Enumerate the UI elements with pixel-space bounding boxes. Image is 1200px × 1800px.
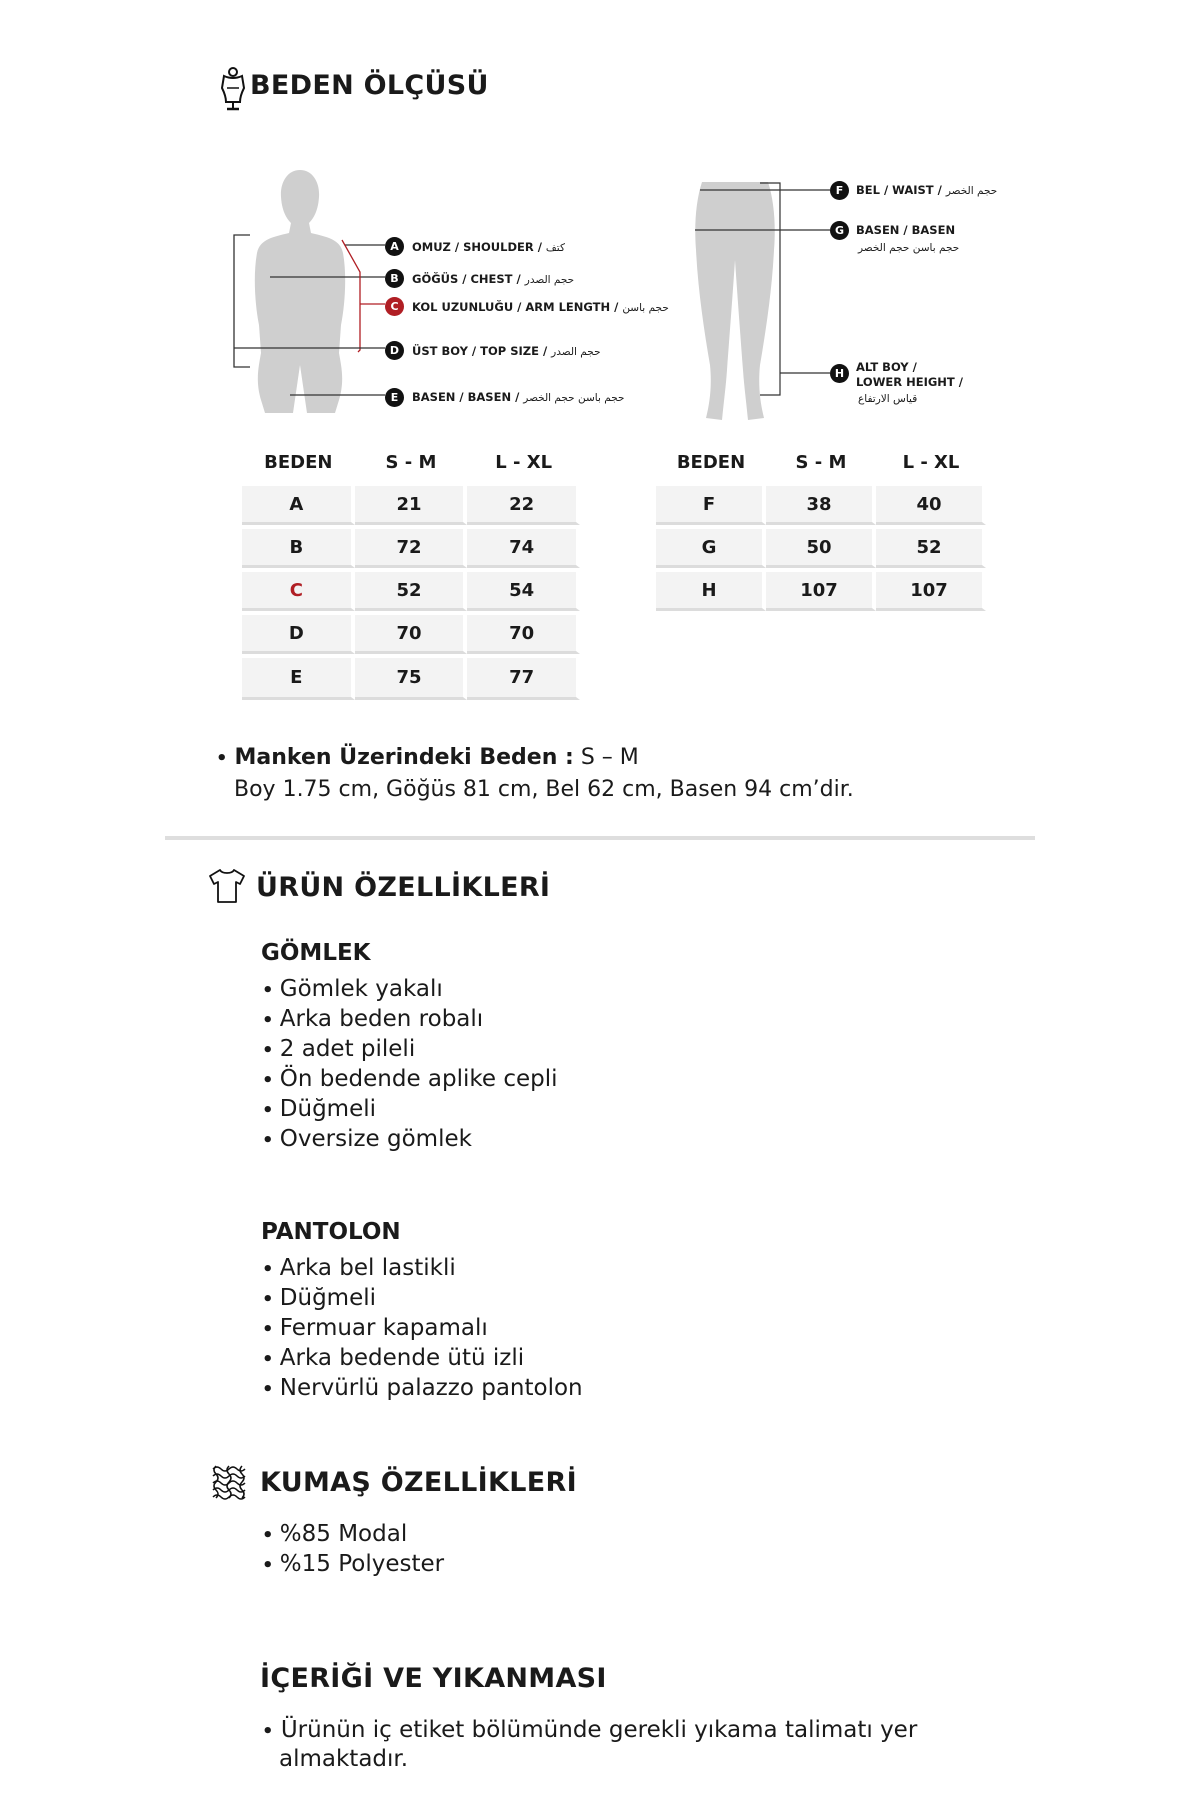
- table-cell: 52: [876, 525, 986, 568]
- table-cell: 52: [355, 568, 468, 611]
- list-item: • Ön bedende aplike cepli: [262, 1065, 558, 1095]
- table-cell: 38: [766, 482, 876, 525]
- model-measurements: Boy 1.75 cm, Göğüs 81 cm, Bel 62 cm, Basen 94 cm’dir.: [234, 777, 854, 802]
- table-cell: 40: [876, 482, 986, 525]
- table-cell: 70: [467, 611, 580, 654]
- care-text-line-2: almaktadır.: [279, 1746, 409, 1772]
- table-cell: 22: [467, 482, 580, 525]
- list-item: • Düğmeli: [262, 1095, 558, 1125]
- shirt-features-list: [262, 975, 558, 1155]
- section-divider: [165, 836, 1035, 840]
- top-size-table: [242, 448, 580, 700]
- table-cell: F: [656, 482, 766, 525]
- label-arm-length: KOL UZUNLUĞU / ARM LENGTH / حجم باسن: [412, 300, 669, 314]
- table-cell: 75: [355, 654, 468, 700]
- table-cell: H: [656, 568, 766, 611]
- model-size-note: • Manken Üzerindeki Beden : S – M: [216, 745, 639, 770]
- bottom-size-table: [656, 448, 986, 611]
- column-header: BEDEN: [264, 451, 333, 473]
- fabric-title: KUMAŞ ÖZELLİKLERİ: [260, 1467, 577, 1498]
- column-header: BEDEN: [676, 451, 746, 473]
- label-hip-top: BASEN / BASEN / حجم باسن حجم الخصر: [412, 390, 625, 404]
- badge-a: A: [385, 237, 404, 256]
- table-cell: C: [242, 568, 355, 611]
- badge-d: D: [385, 341, 404, 360]
- table-cell: 77: [467, 654, 580, 700]
- care-text-line-1: • Ürünün iç etiket bölümünde gerekli yıkama talimatı yer: [262, 1717, 918, 1743]
- upper-measure-lines: [230, 232, 390, 407]
- mannequin-icon: [218, 66, 248, 116]
- table-row: [656, 482, 986, 525]
- table-cell: 21: [355, 482, 468, 525]
- list-item: • Düğmeli: [262, 1284, 583, 1314]
- list-item: • Arka bel lastikli: [262, 1254, 583, 1284]
- table-row: [656, 525, 986, 568]
- table-cell: 50: [766, 525, 876, 568]
- label-lower-height-ar: قياس الارتفاع: [858, 393, 918, 405]
- list-item: • %85 Modal: [262, 1520, 444, 1550]
- badge-f: F: [830, 181, 849, 200]
- model-size-label: Manken Üzerindeki Beden :: [234, 745, 574, 770]
- fabric-list: [262, 1520, 444, 1580]
- table-row: [242, 654, 580, 700]
- pants-title: PANTOLON: [261, 1219, 401, 1245]
- list-item: • %15 Polyester: [262, 1550, 444, 1580]
- table-cell: A: [242, 482, 355, 525]
- badge-e: E: [385, 388, 404, 407]
- table-cell: 72: [355, 525, 468, 568]
- table-row: [242, 525, 580, 568]
- badge-h: H: [830, 364, 849, 383]
- label-lower-height-2: LOWER HEIGHT /: [856, 375, 963, 389]
- column-header: S - M: [385, 451, 437, 473]
- pants-features-list: [262, 1254, 583, 1404]
- size-section-title: BEDEN ÖLÇÜSÜ: [250, 70, 489, 101]
- table-cell: B: [242, 525, 355, 568]
- care-text: Ürünün iç etiket bölümünde gerekli yıkama talimatı yer: [280, 1717, 918, 1743]
- list-item: • Nervürlü palazzo pantolon: [262, 1374, 583, 1404]
- table-row: [242, 611, 580, 654]
- care-title: İÇERİĞİ VE YIKANMASI: [260, 1663, 607, 1694]
- table-cell: D: [242, 611, 355, 654]
- list-item: • Arka bedende ütü izli: [262, 1344, 583, 1374]
- shirt-title: GÖMLEK: [261, 940, 371, 966]
- table-cell: 107: [876, 568, 986, 611]
- tshirt-icon: [208, 868, 246, 908]
- table-cell: 54: [467, 568, 580, 611]
- label-hip-bottom-ar: حجم باسن حجم الخصر: [858, 242, 960, 254]
- table-cell: E: [242, 654, 355, 700]
- label-chest: GÖĞÜS / CHEST / حجم الصدر: [412, 272, 575, 286]
- table-cell: G: [656, 525, 766, 568]
- label-shoulder: OMUZ / SHOULDER / كتف: [412, 240, 565, 254]
- label-hip-bottom: BASEN / BASEN: [856, 223, 956, 237]
- badge-c: C: [385, 297, 404, 316]
- label-waist: BEL / WAIST / حجم الخصر: [856, 183, 998, 197]
- features-title: ÜRÜN ÖZELLİKLERİ: [256, 872, 551, 903]
- table-cell: 70: [355, 611, 468, 654]
- fabric-icon: [210, 1463, 248, 1505]
- column-header: L - XL: [495, 451, 553, 473]
- table-cell: 107: [766, 568, 876, 611]
- label-lower-height-1: ALT BOY /: [856, 360, 917, 374]
- table-row: [242, 568, 580, 611]
- list-item: • Oversize gömlek: [262, 1125, 558, 1155]
- badge-g: G: [830, 221, 849, 240]
- list-item: • 2 adet pileli: [262, 1035, 558, 1065]
- label-top-size: ÜST BOY / TOP SIZE / حجم الصدر: [412, 344, 601, 358]
- table-cell: 74: [467, 525, 580, 568]
- badge-b: B: [385, 269, 404, 288]
- lower-measure-lines: [695, 180, 835, 400]
- model-size-value: S – M: [573, 745, 639, 770]
- table-row: [656, 568, 986, 611]
- list-item: • Gömlek yakalı: [262, 975, 558, 1005]
- table-row: [242, 482, 580, 525]
- column-header: S - M: [795, 451, 847, 473]
- list-item: • Arka beden robalı: [262, 1005, 558, 1035]
- column-header: L - XL: [902, 451, 960, 473]
- list-item: • Fermuar kapamalı: [262, 1314, 583, 1344]
